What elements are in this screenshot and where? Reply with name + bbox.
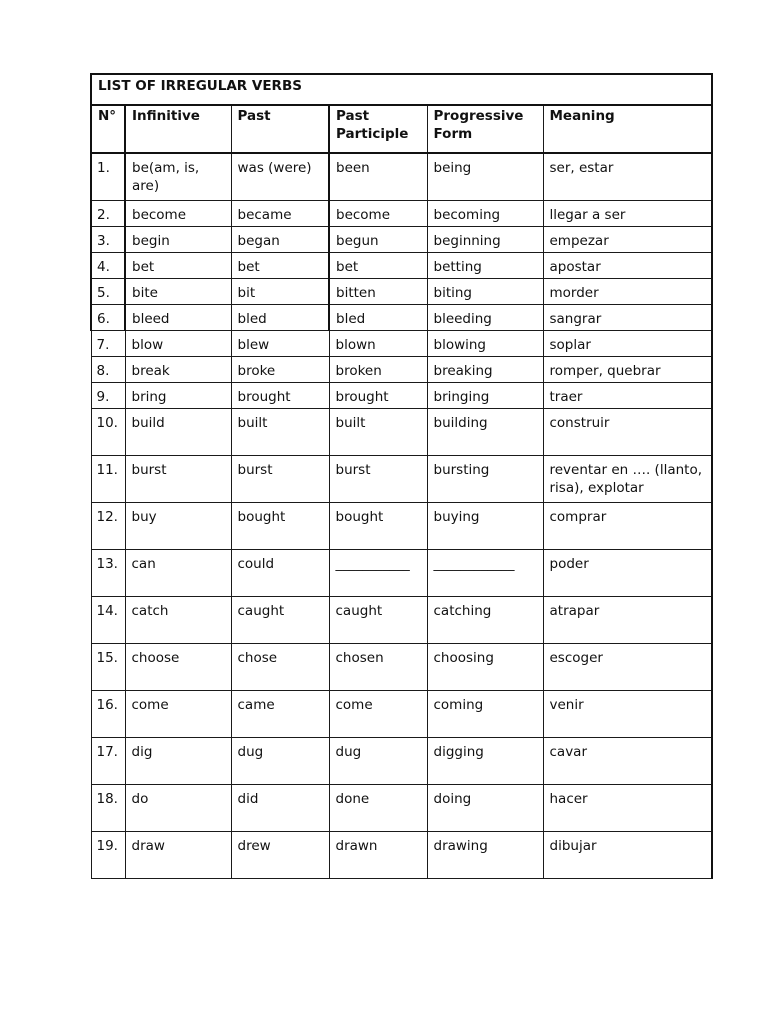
meaning-cell: soplar — [543, 330, 712, 356]
table-row — [91, 382, 712, 408]
past-cell: could — [231, 549, 329, 596]
past-cell: burst — [231, 455, 329, 502]
meaning-cell: ser, estar — [543, 153, 712, 200]
past-cell: dug — [231, 737, 329, 784]
infinitive-cell: break — [125, 356, 231, 382]
infinitive-cell: do — [125, 784, 231, 831]
infinitive-cell: bleed — [125, 304, 231, 330]
past-participle-blank: ___________ — [329, 549, 427, 596]
table-row — [91, 408, 712, 455]
infinitive-cell: draw — [125, 831, 231, 878]
header-infinitive: Infinitive — [125, 105, 231, 153]
table-row — [91, 596, 712, 643]
past-participle-cell: done — [329, 784, 427, 831]
past-participle-cell: bought — [329, 502, 427, 549]
infinitive-cell: be(am, is, are) — [125, 153, 231, 200]
meaning-cell: traer — [543, 382, 712, 408]
past-cell: did — [231, 784, 329, 831]
past-cell: began — [231, 226, 329, 252]
progressive-cell: bleeding — [427, 304, 543, 330]
table-row — [91, 304, 712, 330]
table-row — [91, 330, 712, 356]
infinitive-cell: bring — [125, 382, 231, 408]
table-row — [91, 455, 712, 502]
past-cell: bet — [231, 252, 329, 278]
past-cell: built — [231, 408, 329, 455]
past-cell: bled — [231, 304, 329, 330]
past-participle-cell: been — [329, 153, 427, 200]
progressive-cell: blowing — [427, 330, 543, 356]
past-cell: bought — [231, 502, 329, 549]
infinitive-cell: buy — [125, 502, 231, 549]
past-cell: drew — [231, 831, 329, 878]
past-cell: chose — [231, 643, 329, 690]
row-number: 15. — [91, 643, 125, 690]
row-number: 17. — [91, 737, 125, 784]
progressive-cell: building — [427, 408, 543, 455]
meaning-cell: comprar — [543, 502, 712, 549]
table-row — [91, 200, 712, 226]
row-number: 14. — [91, 596, 125, 643]
past-participle-cell: bled — [329, 304, 427, 330]
past-cell: broke — [231, 356, 329, 382]
past-cell: bit — [231, 278, 329, 304]
infinitive-cell: blow — [125, 330, 231, 356]
progressive-cell: digging — [427, 737, 543, 784]
progressive-cell: being — [427, 153, 543, 200]
infinitive-cell: dig — [125, 737, 231, 784]
table-row — [91, 252, 712, 278]
past-participle-cell: begun — [329, 226, 427, 252]
past-participle-cell: bet — [329, 252, 427, 278]
row-number: 10. — [91, 408, 125, 455]
row-number: 3. — [91, 226, 125, 252]
meaning-cell: morder — [543, 278, 712, 304]
past-cell: blew — [231, 330, 329, 356]
table-row — [91, 153, 712, 200]
table-row — [91, 690, 712, 737]
past-participle-cell: built — [329, 408, 427, 455]
past-cell: was (were) — [231, 153, 329, 200]
table-row — [91, 784, 712, 831]
past-participle-cell: burst — [329, 455, 427, 502]
past-participle-cell: bitten — [329, 278, 427, 304]
table-title: LIST OF IRREGULAR VERBS — [91, 74, 712, 105]
meaning-cell: hacer — [543, 784, 712, 831]
table-row — [91, 226, 712, 252]
progressive-cell: bursting — [427, 455, 543, 502]
header-progressive-form: Progressive Form — [427, 105, 543, 153]
row-number: 4. — [91, 252, 125, 278]
past-cell: came — [231, 690, 329, 737]
infinitive-cell: bet — [125, 252, 231, 278]
meaning-cell: apostar — [543, 252, 712, 278]
header-past: Past — [231, 105, 329, 153]
meaning-cell: llegar a ser — [543, 200, 712, 226]
table-body — [91, 153, 712, 878]
meaning-cell: reventar en …. (llanto, risa), explotar — [543, 455, 712, 502]
past-participle-cell: broken — [329, 356, 427, 382]
progressive-cell: biting — [427, 278, 543, 304]
meaning-cell: poder — [543, 549, 712, 596]
header-number: N° — [91, 105, 125, 153]
progressive-cell: beginning — [427, 226, 543, 252]
row-number: 18. — [91, 784, 125, 831]
row-number: 5. — [91, 278, 125, 304]
past-cell: caught — [231, 596, 329, 643]
row-number: 2. — [91, 200, 125, 226]
progressive-cell: bringing — [427, 382, 543, 408]
past-participle-cell: blown — [329, 330, 427, 356]
infinitive-cell: bite — [125, 278, 231, 304]
past-cell: became — [231, 200, 329, 226]
row-number: 16. — [91, 690, 125, 737]
past-participle-cell: dug — [329, 737, 427, 784]
infinitive-cell: catch — [125, 596, 231, 643]
past-participle-cell: come — [329, 690, 427, 737]
row-number: 13. — [91, 549, 125, 596]
meaning-cell: dibujar — [543, 831, 712, 878]
row-number: 6. — [91, 304, 125, 330]
progressive-blank: ____________ — [427, 549, 543, 596]
meaning-cell: venir — [543, 690, 712, 737]
infinitive-cell: become — [125, 200, 231, 226]
past-participle-cell: chosen — [329, 643, 427, 690]
infinitive-cell: burst — [125, 455, 231, 502]
past-cell: brought — [231, 382, 329, 408]
header-past-participle: Past Participle — [329, 105, 427, 153]
meaning-cell: construir — [543, 408, 712, 455]
row-number: 12. — [91, 502, 125, 549]
row-number: 11. — [91, 455, 125, 502]
progressive-cell: catching — [427, 596, 543, 643]
meaning-cell: cavar — [543, 737, 712, 784]
infinitive-cell: begin — [125, 226, 231, 252]
infinitive-cell: can — [125, 549, 231, 596]
progressive-cell: doing — [427, 784, 543, 831]
progressive-cell: choosing — [427, 643, 543, 690]
past-participle-cell: caught — [329, 596, 427, 643]
table-row — [91, 549, 712, 596]
table-header-row — [91, 105, 712, 153]
row-number: 19. — [91, 831, 125, 878]
progressive-cell: becoming — [427, 200, 543, 226]
table-row — [91, 278, 712, 304]
table-row — [91, 356, 712, 382]
progressive-cell: drawing — [427, 831, 543, 878]
progressive-cell: betting — [427, 252, 543, 278]
progressive-cell: breaking — [427, 356, 543, 382]
table-row — [91, 831, 712, 878]
past-participle-cell: drawn — [329, 831, 427, 878]
progressive-cell: buying — [427, 502, 543, 549]
row-number: 9. — [91, 382, 125, 408]
meaning-cell: escoger — [543, 643, 712, 690]
past-participle-cell: brought — [329, 382, 427, 408]
header-meaning: Meaning — [543, 105, 712, 153]
infinitive-cell: build — [125, 408, 231, 455]
infinitive-cell: come — [125, 690, 231, 737]
row-number: 7. — [91, 330, 125, 356]
infinitive-cell: choose — [125, 643, 231, 690]
row-number: 1. — [91, 153, 125, 200]
meaning-cell: sangrar — [543, 304, 712, 330]
meaning-cell: romper, quebrar — [543, 356, 712, 382]
table-row — [91, 737, 712, 784]
meaning-cell: empezar — [543, 226, 712, 252]
table-row — [91, 643, 712, 690]
irregular-verbs-table — [90, 73, 713, 879]
row-number: 8. — [91, 356, 125, 382]
meaning-cell: atrapar — [543, 596, 712, 643]
progressive-cell: coming — [427, 690, 543, 737]
past-participle-cell: become — [329, 200, 427, 226]
table-row — [91, 502, 712, 549]
